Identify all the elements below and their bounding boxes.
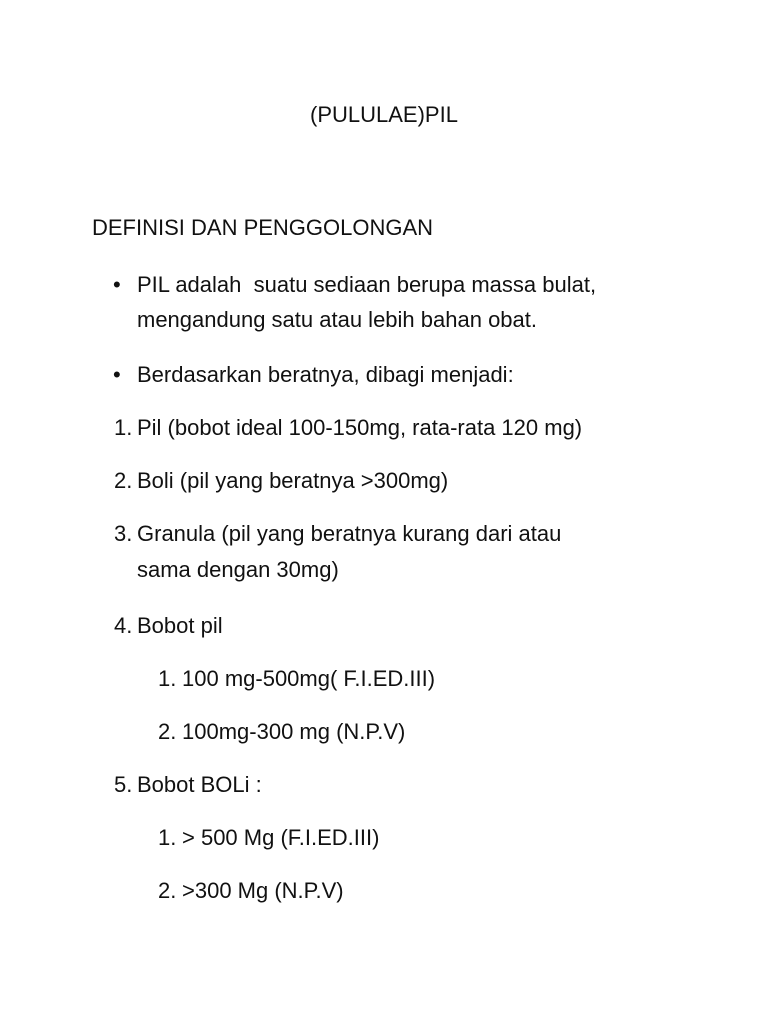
list-text: Boli (pil yang beratnya >300mg) xyxy=(137,468,449,493)
sub-list-number: 2. xyxy=(158,719,177,744)
list-number: 5. xyxy=(114,772,133,797)
bullet-marker: • xyxy=(113,272,121,297)
document-title: (PULULAE)PIL xyxy=(310,102,458,127)
list-number: 4. xyxy=(114,613,133,638)
list-number: 3. xyxy=(114,521,133,546)
bullet-text: mengandung satu atau lebih bahan obat. xyxy=(137,307,537,332)
sub-list-number: 2. xyxy=(158,878,177,903)
bullet-text: Berdasarkan beratnya, dibagi menjadi: xyxy=(137,362,514,387)
list-text: sama dengan 30mg) xyxy=(137,557,339,582)
sub-list-text: 100 mg-500mg( F.I.ED.III) xyxy=(182,666,436,691)
list-number: 1. xyxy=(114,415,133,440)
list-number: 2. xyxy=(114,468,133,493)
sub-list-text: 100mg-300 mg (N.P.V) xyxy=(182,719,406,744)
list-text: Bobot pil xyxy=(137,613,223,638)
list-text: Pil (bobot ideal 100-150mg, rata-rata 120 mg) xyxy=(137,415,583,440)
sub-list-number: 1. xyxy=(158,666,177,691)
section-heading: DEFINISI DAN PENGGOLONGAN xyxy=(92,215,434,240)
sub-list-number: 1. xyxy=(158,825,177,850)
list-text: Bobot BOLi : xyxy=(137,772,262,797)
bullet-marker: • xyxy=(113,362,121,387)
bullet-text: PIL adalah suatu sediaan berupa massa bulat, xyxy=(137,272,597,297)
sub-list-text: >300 Mg (N.P.V) xyxy=(182,878,344,903)
list-text: Granula (pil yang beratnya kurang dari atau xyxy=(137,521,562,546)
sub-list-text: > 500 Mg (F.I.ED.III) xyxy=(182,825,380,850)
